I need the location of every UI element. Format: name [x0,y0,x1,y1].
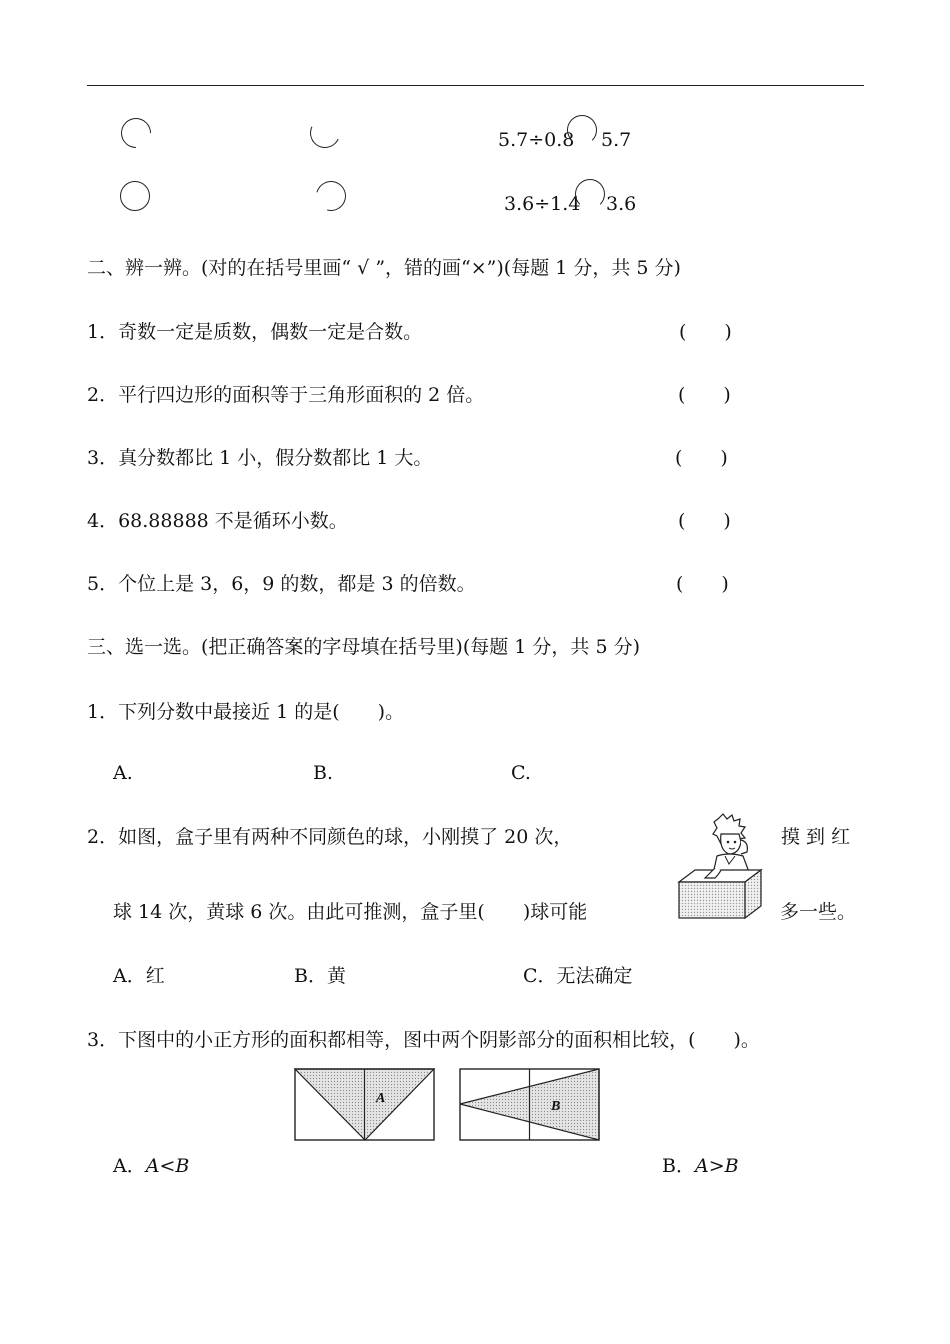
s3-q2-option-b[interactable]: B．黄 [294,965,346,987]
expr2-right: 3.6 [606,193,637,215]
s3-q1-option-a[interactable]: A. [113,762,133,784]
figure-a-label: A [376,1091,386,1106]
s3-q3-option-b[interactable] [662,1157,739,1176]
section3-title: 三、选一选。(把正确答案的字母填在括号里)(每题 1 分，共 5 分) [87,636,640,658]
s3-q2-line1-tail: 摸 到 红 [781,826,851,848]
compare-circle-4[interactable] [120,181,150,211]
figure-a [294,1068,436,1142]
header-rule [87,85,864,86]
figure-b [459,1068,601,1142]
s2-item-3: 3．真分数都比 1 小，假分数都比 1 大。 [87,447,433,469]
s3-q2-line2: 球 14 次，黄球 6 次。由此可推测，盒子里( )球可能 [113,901,588,923]
s3-q3-option-b-right: B [724,1155,739,1177]
s3-q1-text: 1．下列分数中最接近 1 的是( )。 [87,701,405,723]
s3-q3-option-b-left: A [694,1155,709,1177]
expr1-left: 5.7÷0.8 [498,129,575,151]
expr1-right: 5.7 [601,129,632,151]
boy-with-box-illustration [675,812,767,920]
s2-item-5: 5．个位上是 3，6，9 的数，都是 3 的倍数。 [87,573,476,595]
s3-q2-line2-tail: 多一些。 [780,901,857,923]
expr2-left: 3.6÷1.4 [504,193,581,215]
compare-circle-3[interactable] [567,115,597,145]
s2-answer-5[interactable]: ( ) [676,573,729,595]
s2-item-4: 4．68.88888 不是循环小数。 [87,510,348,532]
compare-circle-1[interactable] [115,112,157,154]
compare-circle-2[interactable] [306,114,344,152]
s3-q3-text: 3．下图中的小正方形的面积都相等，图中两个阴影部分的面积相比较，( )。 [87,1029,760,1051]
s3-q3-option-b-op: > [708,1155,725,1177]
s3-q3-option-a-left: A [145,1155,160,1177]
s3-q2-line1: 2．如图，盒子里有两种不同颜色的球，小刚摸了 20 次， [87,826,573,848]
s2-item-1: 1．奇数一定是质数，偶数一定是合数。 [87,321,423,343]
s3-q2-option-a[interactable]: A．红 [113,965,165,987]
s3-q1-option-b[interactable]: B. [313,762,334,784]
s3-q3-option-a-prefix: A． [113,1155,146,1177]
s2-item-2: 2．平行四边形的面积等于三角形面积的 2 倍。 [87,384,485,406]
figure-b-label: B [551,1099,561,1114]
s2-answer-3[interactable]: ( ) [675,447,728,469]
s3-q1-option-c[interactable]: C. [511,762,531,784]
s3-q2-option-c[interactable]: C．无法确定 [523,965,633,987]
section2-title: 二、辨一辨。(对的在括号里画“ √ ”，错的画“×”)(每题 1 分，共 5 分) [87,257,681,279]
compare-circle-5[interactable] [311,176,352,217]
s3-q3-option-a-right: B [175,1155,190,1177]
s3-q3-option-a-op: < [159,1155,176,1177]
s3-q3-option-a[interactable] [113,1157,189,1176]
compare-circle-6[interactable] [575,179,605,209]
s2-answer-1[interactable]: ( ) [679,321,732,343]
s2-answer-2[interactable]: ( ) [678,384,731,406]
s3-q3-option-b-prefix: B． [662,1155,695,1177]
s2-answer-4[interactable]: ( ) [678,510,731,532]
